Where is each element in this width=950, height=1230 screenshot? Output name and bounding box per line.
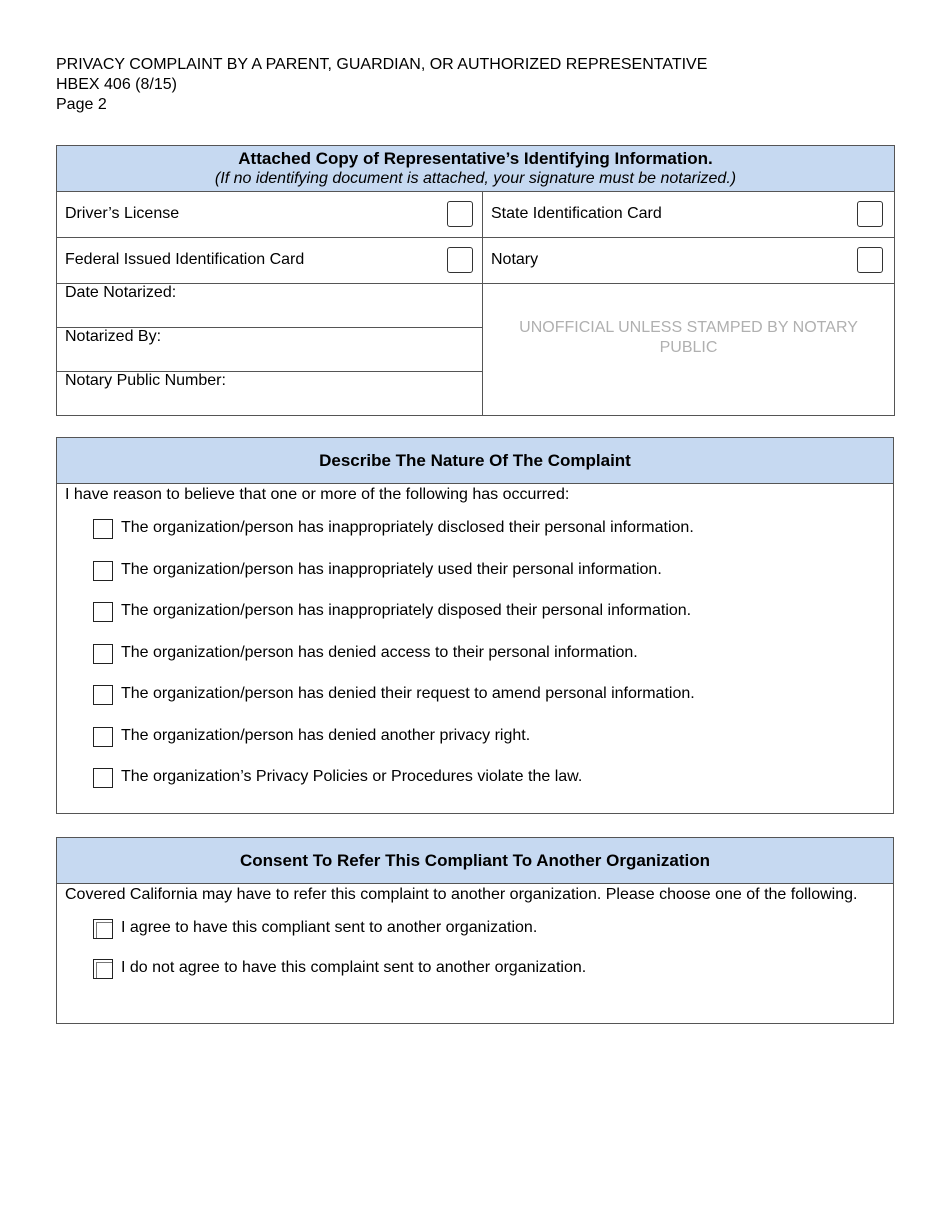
consent-disagree-checkbox[interactable]	[93, 959, 113, 979]
complaint-body	[57, 484, 894, 814]
complaint-option	[57, 675, 893, 717]
federal-id-checkbox[interactable]	[447, 247, 473, 273]
consent-agree-checkbox[interactable]	[93, 919, 113, 939]
complaint-option-label: The organization’s Privacy Policies or Procedures violate the law.	[121, 768, 583, 785]
consent-title: Consent To Refer This Compliant To Another Organization	[239, 850, 710, 870]
form-title: PRIVACY COMPLAINT BY A PARENT, GUARDIAN, OR AUTHORIZED REPRESENTATIVE	[56, 56, 708, 73]
date-notarized-label: Date Notarized:	[65, 284, 177, 301]
state-id-label: State Identification Card	[491, 205, 662, 222]
complaint-header	[57, 438, 894, 484]
complaint-option	[57, 592, 893, 634]
notary-checkbox[interactable]	[857, 247, 883, 273]
federal-id-label: Federal Issued Identification Card	[65, 251, 305, 268]
complaint-option-checkbox[interactable]	[93, 602, 113, 622]
identification-header	[57, 146, 895, 192]
complaint-option-label: The organization/person has denied access to their personal information.	[121, 643, 638, 661]
complaint-option	[57, 509, 893, 551]
page-number: Page 2	[56, 96, 107, 113]
consent-disagree-label: I do not agree to have this complaint sent to another organization.	[121, 959, 587, 976]
complaint-option-label: The organization/person has inappropriately disposed their personal information.	[121, 602, 692, 619]
consent-intro: Covered California may have to refer this complaint to another organization. Please choose one of the following.	[65, 886, 858, 903]
notary-label: Notary	[491, 251, 539, 268]
complaint-option-label: The organization/person has inappropriately used their personal information.	[121, 560, 662, 578]
complaint-option	[57, 634, 893, 676]
drivers-license-checkbox[interactable]	[447, 201, 473, 227]
consent-header	[57, 838, 894, 884]
complaint-intro: I have reason to believe that one or more of the following has occurred:	[65, 486, 570, 503]
form-number: HBEX 406 (8/15)	[56, 76, 177, 93]
notarized-by-field[interactable]	[57, 328, 483, 372]
consent-option-agree	[57, 909, 893, 949]
federal-id-cell	[57, 238, 483, 284]
state-id-checkbox[interactable]	[857, 201, 883, 227]
notarized-by-label: Notarized By:	[65, 328, 162, 345]
page-header	[56, 55, 707, 115]
complaint-option-checkbox[interactable]	[93, 685, 113, 705]
consent-option-disagree	[57, 949, 893, 989]
identification-table	[56, 145, 895, 416]
identification-subtitle: (If no identifying document is attached, your signature must be notarized.)	[214, 170, 737, 187]
complaint-option-checkbox[interactable]	[93, 561, 113, 581]
notary-stamp-area	[483, 284, 895, 416]
consent-body	[57, 884, 894, 1024]
complaint-option-checkbox[interactable]	[93, 727, 113, 747]
complaint-option	[57, 551, 893, 593]
complaint-table	[56, 437, 894, 814]
state-id-cell	[483, 192, 895, 238]
complaint-option	[57, 717, 893, 759]
consent-table	[56, 837, 894, 1024]
drivers-license-label: Driver’s License	[65, 205, 180, 222]
complaint-option-label: The organization/person has denied another privacy right.	[121, 726, 531, 744]
notary-cell	[483, 238, 895, 284]
consent-agree-label: I agree to have this compliant sent to another organization.	[121, 919, 538, 936]
complaint-option-checkbox[interactable]	[93, 644, 113, 664]
complaint-option-label: The organization/person has inappropriately disclosed their personal information.	[121, 519, 694, 536]
drivers-license-cell	[57, 192, 483, 238]
complaint-option	[57, 758, 893, 800]
complaint-option-checkbox[interactable]	[93, 519, 113, 539]
date-notarized-field[interactable]	[57, 284, 483, 328]
notary-number-label: Notary Public Number:	[65, 372, 226, 389]
notary-number-field[interactable]	[57, 372, 483, 416]
complaint-title: Describe The Nature Of The Complaint	[319, 450, 631, 470]
identification-title: Attached Copy of Representative’s Identifying Information.	[238, 149, 713, 168]
complaint-option-label: The organization/person has denied their request to amend personal information.	[121, 685, 695, 702]
notary-stamp-text: UNOFFICIAL UNLESS STAMPED BY NOTARY PUBLIC	[519, 318, 858, 356]
complaint-option-checkbox[interactable]	[93, 768, 113, 788]
